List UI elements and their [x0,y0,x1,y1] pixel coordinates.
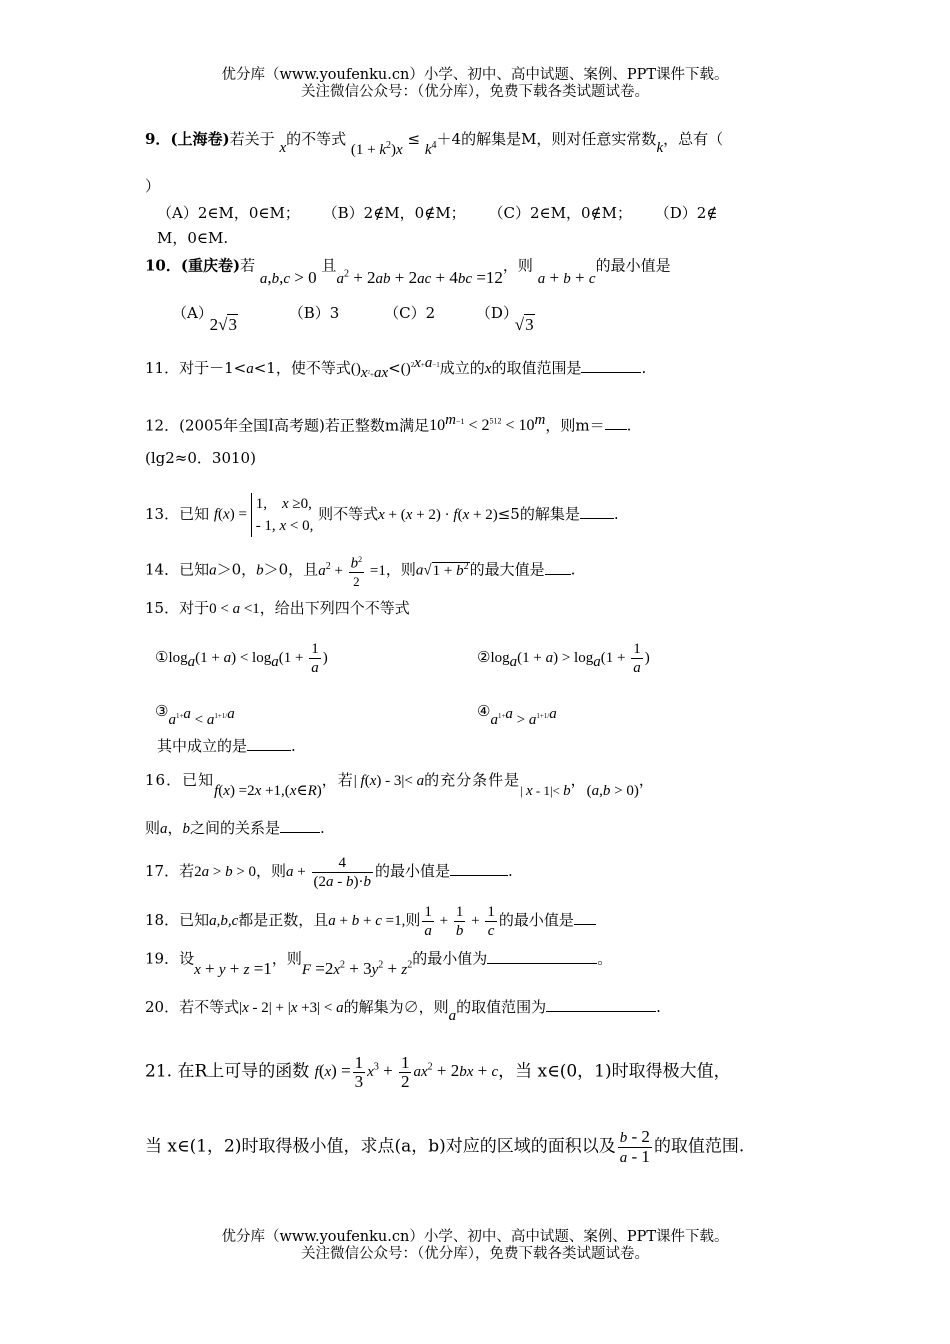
q17-answer-blank[interactable] [450,875,508,876]
q11-text: < [388,359,401,377]
q10-equation: $a^2 + 2ab + 2ac + 4bc =12$ [336,267,503,287]
q9-paren: ） [145,177,161,195]
q18-text: 则 [405,910,421,929]
q16-text: ，若 [321,771,354,789]
q15-inequality-3 [155,696,235,728]
question-20 [145,997,661,1024]
q21-text: ，当 x∈(0，1)时取得极大值， [498,1061,731,1082]
q19-answer-blank[interactable] [487,963,597,964]
q11-text: 的取值范围是 [491,359,582,377]
q10-source: (重庆卷) [180,256,241,275]
q9-formula: $(1 + k^2)x$ [350,140,403,158]
q12-text: . [626,416,632,435]
page-footer [0,1229,950,1263]
q9-var-k: k [656,140,664,156]
q20-answer-blank[interactable] [546,1011,656,1012]
q9-option-b: （B）2∉M，0∉M； [322,204,466,222]
question-19 [145,945,613,978]
q16-text: ， [167,819,183,837]
question-18 [145,903,596,940]
q16-sufficient: | x - 1|< b [520,783,571,799]
q10-option-d: （D） [475,304,518,322]
q19-condition: x + y + z =1 [194,958,272,978]
q14-text: ＞0， [216,560,257,579]
q10-option-a: （A） [172,304,213,322]
q21-text: 21. 在R上可导的函数 [145,1061,310,1082]
q16-condition: | f(x) - 3|< a [353,773,425,789]
q10-option-b: （B）3 [288,304,340,322]
q11-var-x: x [484,361,492,377]
q20-var-a: a [448,1008,457,1024]
q10-cond: a,b,c > 0 [259,267,317,287]
question-14: 14．已知a＞0，b＞0，且$a^2$ + $\frac{b^2}{2}$ =1，则$a√1 + b^2$的最大值是 . [145,551,575,591]
q17-text: 的最小值是 [375,861,451,880]
q15-mark-1: ① [155,647,169,666]
header-line-2: 关注微信公众号：（优分库），免费下载各类试题试卷。 [301,84,649,100]
q12-answer-blank[interactable] [605,429,627,430]
q16-text: 16．已知 [145,771,215,789]
q15-text: ，给出下列四个不等式 [259,599,410,617]
q9-option-a: （A）2∈M，0∈M； [157,204,300,222]
page-header [0,67,950,101]
q20-text: 的取值范围为 [456,998,547,1016]
q9-options [157,203,717,223]
q12-text: 12．(2005年全国Ⅰ高考题)若正整数m满足 [145,416,430,435]
q17-text: . [508,861,513,880]
q11-text: . [641,359,647,377]
q18-text: 18．已知 [145,910,210,929]
q9-text: 的不等式 [286,130,347,148]
q20-inequality: |x - 2| + |x +3| < a [239,1000,344,1016]
q10-option-c: （C）2 [384,304,436,322]
q16-text: . [320,819,325,837]
q21-ratio: $\frac{b - 2}{a - 1}$ [619,1127,650,1166]
question-10 [145,252,671,287]
q9-k4: $k^4$ [424,140,437,158]
q14-text: ＞0，且 [263,560,319,579]
q15-answer-blank[interactable] [247,750,291,751]
question-13 [145,493,619,537]
q15-formula-4: $a^{1+a} > a^{1+1/a}$ [490,706,557,728]
q12-text: ，则m＝ [545,416,605,435]
q14-text: 14．已知 [145,560,210,579]
q15-formula-3: $a^{1+a} < a^{1+1/a}$ [168,706,235,728]
q14-answer-blank[interactable] [545,574,571,575]
question-16 [145,770,655,799]
footer-line-1: 优分库（www.youfenku.cn）小学、初中、高中试题、案例、PPT课件下载。 [221,1229,729,1245]
q14-text: 的最大值是 [469,560,545,579]
q14-text: ，则 [385,560,416,579]
q9-number: 9． [145,130,171,148]
q20-text: 20．若不等式 [145,998,240,1016]
q16-answer-blank[interactable] [280,832,320,833]
q20-text: 的解集为∅，则 [343,998,449,1016]
q15-inequality-4 [477,696,557,728]
q16-question: 则a，b之间的关系是 . [145,819,325,837]
q10-option-a-value: 2√3 [209,315,237,334]
q10-text: ，则 [502,256,533,275]
q15-range: 0 < a <1 [209,601,260,617]
q16-text: 之间的关系是 [190,819,281,837]
q9-source: (上海卷) [170,130,230,148]
q10-text: 的最小值是 [595,256,671,275]
q9-option-c: （C）2∈M，0∉M； [488,204,632,222]
q13-text: 13．已知 [145,505,210,523]
q15-formula-1: $\log_a(1 + a) < \log_a(1$ + $\frac{1}{a}$ ) [168,641,328,676]
q14-text: . [570,560,576,579]
q20-text: . [656,998,661,1016]
q10-options [172,303,543,334]
q15-formula-2: $\log_a(1 + a) > \log_a(1$ + $\frac{1}{a}$ ) [490,641,650,676]
q9-leq: ≤ [407,130,421,148]
q19-expression: $F =2x^2 + 3y^2 + z^2$ [301,958,413,978]
q17-condition: 2a > b > 0 [194,863,257,880]
q19-text: ，则 [271,949,302,968]
question-11 [145,353,646,385]
q18-answer-blank[interactable] [574,924,596,925]
q12-formula: $10^{m-1} < 2^{512} < 10^m$ [429,412,546,435]
q16-params: (a,b > 0) [586,783,639,799]
q13-text: 则不等式 [318,505,379,523]
q21-function: f(x) = $\frac{1}{3}$ $x^3$ + $\frac{1}{2}$ $ax^2 + 2bx + c$ [314,1053,499,1091]
q14-expression: $a√1 + b^2$ [415,560,469,579]
q21-question [145,1128,744,1167]
q17-text: ，则 [256,861,287,880]
q13-formula: x + (x + 2) · f(x + 2) [378,507,498,523]
question-21 [145,1054,731,1091]
q15-inequality-1 [155,640,328,677]
q9-option-d: （D）2∉ [654,204,718,222]
q10-text: 若 [240,256,256,275]
q18-vars: a,b,c [209,912,239,929]
q11-text: 成立的 [439,359,485,377]
q19-text: 19．设 [145,949,195,968]
q18-expression: $\frac{1}{a}$ + $\frac{1}{b}$ + $\frac{1}{c}$ [424,904,495,939]
q16-text: ， [570,771,587,789]
q9-var-x: x [279,140,287,156]
q9-text: ，总有（ [663,130,724,148]
q15-question [157,736,296,756]
q18-condition: a + b + c =1, [328,912,406,929]
q9-text: 若关于 [229,130,275,148]
q13-answer-blank[interactable] [580,518,614,519]
q16-text: 则 [145,819,161,837]
q11-answer-blank[interactable] [581,372,641,373]
q10-option-d-value: √3 [514,315,534,334]
q16-text: ， [638,771,655,789]
q10-sum: a + b + c [537,267,596,287]
q10-number: 10． [145,256,181,275]
q11-formula-left: $()_{x^2+ax}$ [350,361,389,381]
q11-formula-right: ()$^{2x+a-1}$ [400,355,440,377]
q18-text: 的最小值是 [498,910,574,929]
q11-var-a: a [246,361,254,377]
q21-text: 当 x∈(1，2)时取得极小值，求点(a，b)对应的区域的面积以及 [145,1136,616,1157]
q16-function: f(x) =2x +1,(x∈R) [214,783,322,799]
q15-text: 15．对于 [145,599,210,617]
q9-option-d-cont: M，0∈M. [157,229,229,247]
q19-text: 。 [597,949,613,968]
header-line-1: 优分库（www.youfenku.cn）小学、初中、高中试题、案例、PPT课件下载。 [221,67,729,83]
q13-text: ≤5的解集是 [497,505,580,523]
q21-text: 的取值范围. [653,1136,745,1157]
q15-mark-3: ③ [155,702,169,720]
q19-text: 的最小值为 [412,949,488,968]
q15-inequality-2 [477,640,650,677]
q15-text: 其中成立的是 [157,737,248,755]
footer-line-2: 关注微信公众号：（优分库），免费下载各类试题试卷。 [301,1246,649,1262]
q9-text: ＋4的解集是M，则对任意实常数 [436,130,657,148]
question-17 [145,854,513,891]
q13-text: . [613,505,619,523]
q13-piecewise: f(x) = 1, x ≥0, - 1, x < 0, [214,493,313,537]
q14-condition: $a^2$ + $\frac{b^2}{2}$ =1 [318,563,386,579]
question-15 [145,598,410,619]
q16-text: 的充分条件是 [424,771,521,789]
q11-text: 11．对于－1< [145,359,247,377]
question-9 [145,126,724,158]
q10-text: 且 [321,256,337,275]
q18-text: 都是正数，且 [238,910,329,929]
q15-mark-2: ② [477,647,491,666]
q11-text: <1，使不等式 [253,359,351,377]
q12-note: (lg2≈0．3010) [145,449,256,467]
q17-text: 17．若 [145,861,195,880]
question-12 [145,410,631,436]
q15-mark-4: ④ [477,702,491,720]
q15-text: . [291,737,296,755]
q17-expression: a + $\frac{4}{(2a - b)\cdot b}$ [286,855,372,890]
